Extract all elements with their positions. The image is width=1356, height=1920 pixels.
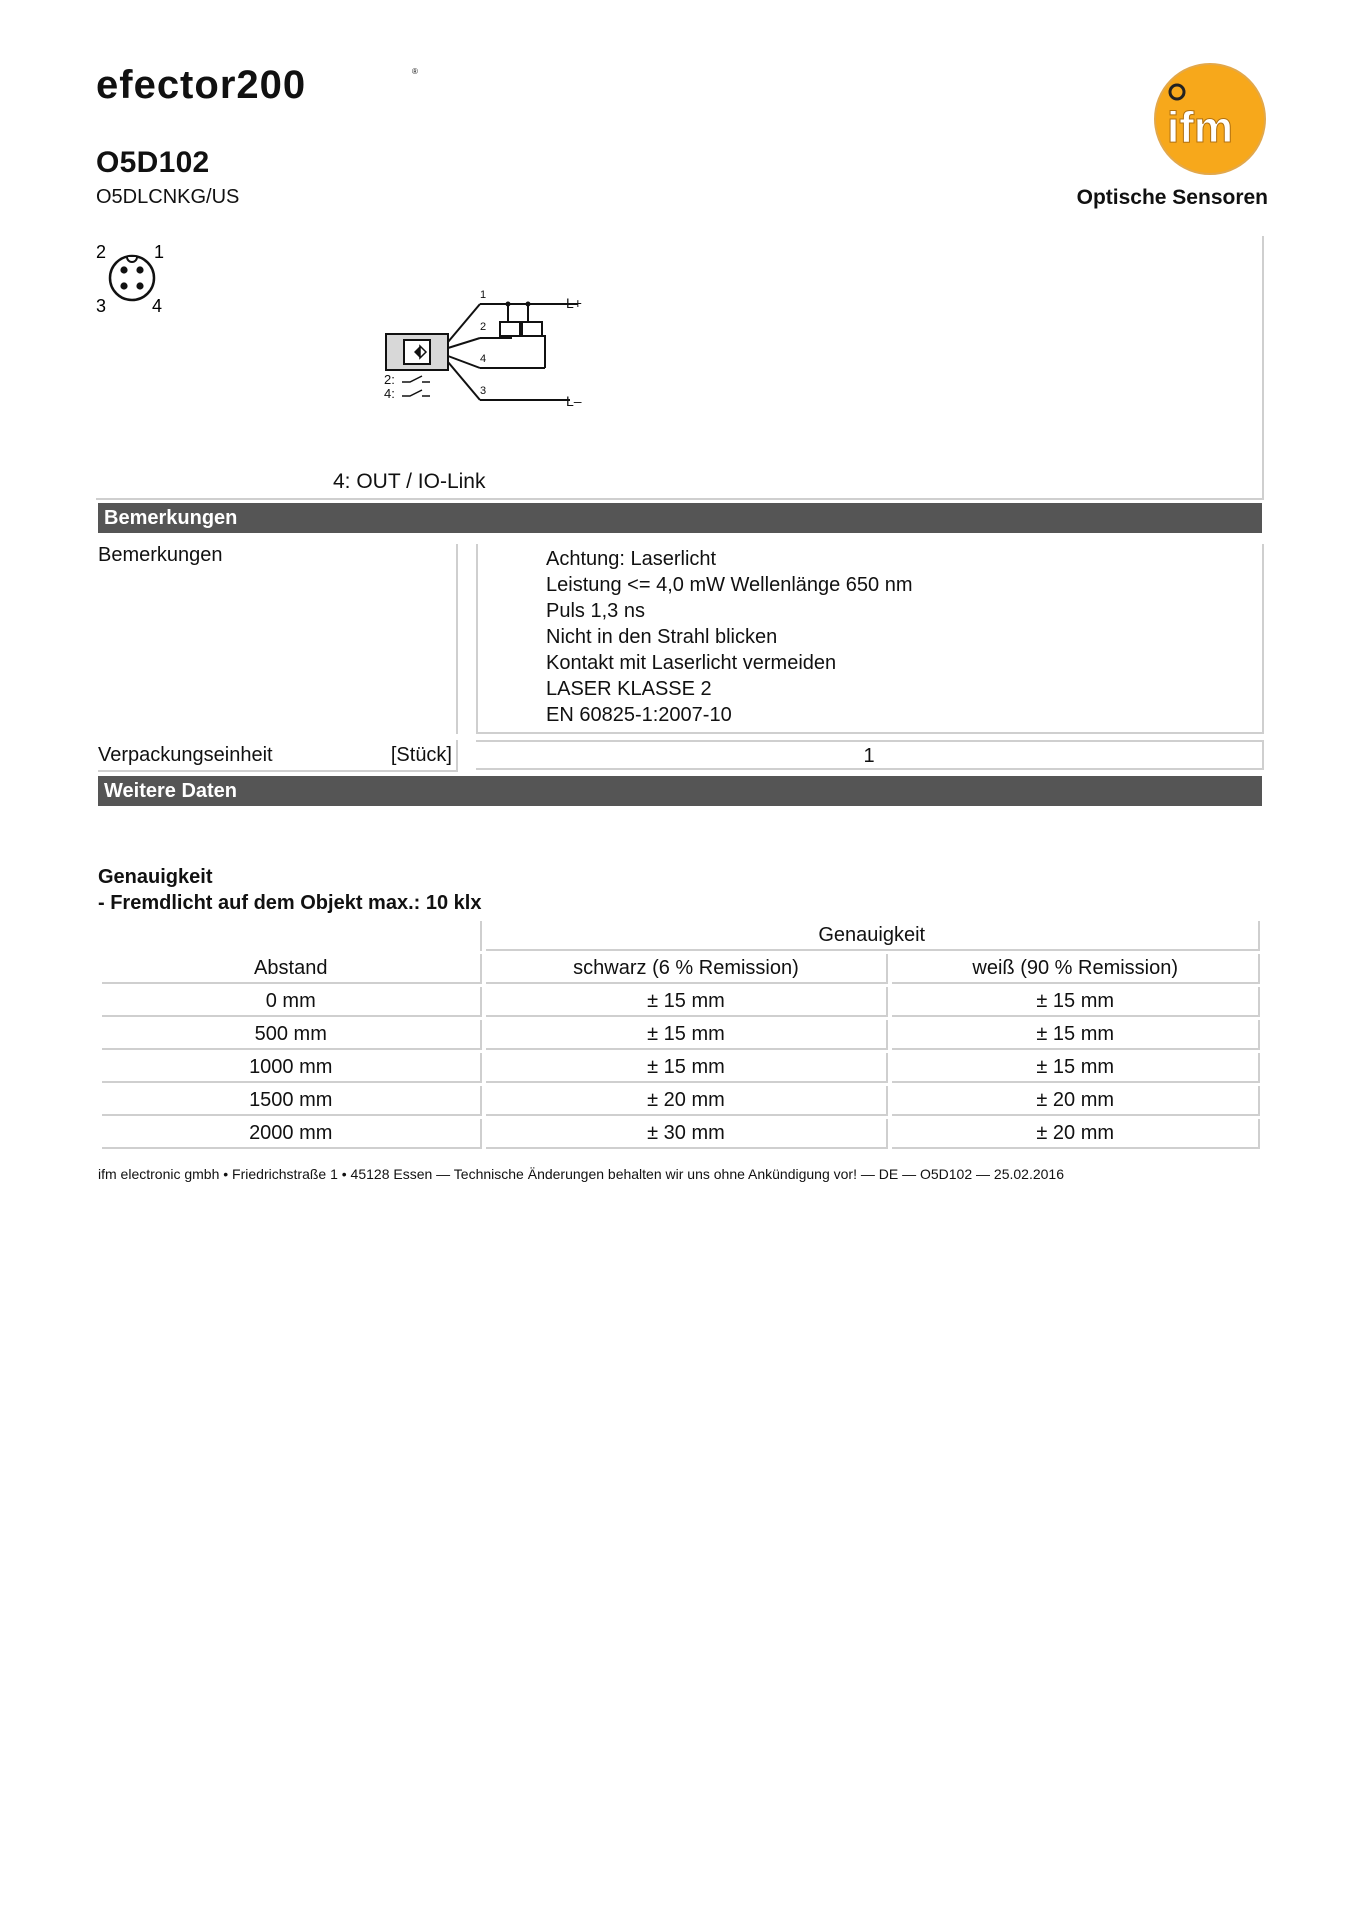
- switch-label: 2:: [384, 372, 395, 387]
- brand-logo-text: efector200: [96, 63, 307, 107]
- product-variant: O5DLCNKG/US: [96, 186, 240, 208]
- supply-minus-label: L–: [566, 393, 582, 409]
- page-footer: ifm electronic gmbh • Friedrichstraße 1 • 45128 Essen — Technische Änderungen behalten wir uns ohne Ankündigung vor! — DE — O5D102 — 25.02.2016: [98, 1166, 1064, 1182]
- product-code: O5D102: [96, 146, 210, 179]
- table-cell: ± 15 mm: [892, 987, 1260, 1017]
- table-cell: ± 15 mm: [892, 1053, 1260, 1083]
- wire-number: 3: [480, 385, 487, 397]
- efector200-logo: [96, 62, 420, 108]
- section-bar-further-data: Weitere Daten: [98, 776, 1262, 806]
- remark-line: Kontakt mit Laserlicht vermeiden: [546, 652, 837, 674]
- remark-line: LASER KLASSE 2: [546, 678, 712, 700]
- ifm-logo-text: ifm: [1167, 103, 1233, 152]
- product-category: Optische Sensoren: [1076, 186, 1268, 209]
- svg-text:®: ®: [412, 67, 418, 76]
- packaging-row: [98, 740, 458, 772]
- remark-line: Achtung: Laserlicht: [546, 548, 717, 570]
- column-header: Abstand: [102, 954, 482, 984]
- section-bar-remarks: Bemerkungen: [98, 503, 1262, 533]
- table-cell: ± 15 mm: [486, 1020, 889, 1050]
- ifm-logo: [1153, 62, 1268, 176]
- table-cell: ± 15 mm: [486, 1053, 889, 1083]
- connector-pin-diagram: [96, 238, 176, 318]
- table-cell: ± 20 mm: [892, 1119, 1260, 1149]
- table-cell: ± 20 mm: [486, 1086, 889, 1116]
- packaging-label: Verpackungseinheit: [98, 744, 273, 766]
- wire-number: 2: [480, 321, 487, 333]
- wire-number: 1: [480, 289, 487, 301]
- column-header: schwarz (6 % Remission): [486, 954, 889, 984]
- table-header-group-row: [102, 921, 1260, 951]
- table-corner-cell: [102, 921, 482, 951]
- connection-panel: [96, 236, 1264, 500]
- table-cell: 0 mm: [102, 987, 482, 1017]
- table-cell: ± 15 mm: [892, 1020, 1260, 1050]
- remarks-label-cell: [98, 544, 458, 734]
- column-header: weiß (90 % Remission): [892, 954, 1260, 984]
- accuracy-heading: [98, 864, 481, 916]
- table-cell: 2000 mm: [102, 1119, 482, 1149]
- switch-label: 4:: [384, 386, 395, 401]
- table-header-row: [102, 954, 1260, 984]
- output-label: 4: OUT / IO-Link: [333, 470, 486, 493]
- wiring-diagram: [380, 282, 600, 414]
- pin-label: 3: [96, 296, 107, 316]
- pin-label: 4: [152, 296, 163, 316]
- table-row: [102, 1086, 1260, 1116]
- remark-line: Leistung <= 4,0 mW Wellenlänge 650 nm: [546, 574, 913, 596]
- wire-number: 4: [480, 353, 487, 365]
- accuracy-title: Genauigkeit: [98, 866, 213, 888]
- supply-plus-label: L+: [566, 295, 582, 311]
- accuracy-subtitle: - Fremdlicht auf dem Objekt max.: 10 klx: [98, 892, 482, 914]
- table-cell: 500 mm: [102, 1020, 482, 1050]
- table-row: [102, 1020, 1260, 1050]
- pin-label: 1: [154, 242, 165, 262]
- group-header: Genauigkeit: [486, 921, 1261, 951]
- table-row: [102, 1053, 1260, 1083]
- table-cell: ± 20 mm: [892, 1086, 1260, 1116]
- table-cell: 1500 mm: [102, 1086, 482, 1116]
- table-cell: ± 30 mm: [486, 1119, 889, 1149]
- remark-line: EN 60825-1:2007-10: [546, 704, 732, 726]
- remark-line: Nicht in den Strahl blicken: [546, 626, 778, 648]
- packaging-value: 1: [476, 740, 1264, 770]
- remarks-row-label: Bemerkungen: [98, 544, 223, 566]
- table-row: [102, 987, 1260, 1017]
- table-cell: 1000 mm: [102, 1053, 482, 1083]
- table-cell: ± 15 mm: [486, 987, 889, 1017]
- remarks-text-cell: [476, 544, 1264, 734]
- pin-label: 2: [96, 242, 107, 262]
- accuracy-table: [98, 918, 1264, 1152]
- remarks-lines: [546, 546, 913, 728]
- packaging-unit: [Stück]: [390, 744, 452, 766]
- table-row: [102, 1119, 1260, 1149]
- remark-line: Puls 1,3 ns: [546, 600, 645, 622]
